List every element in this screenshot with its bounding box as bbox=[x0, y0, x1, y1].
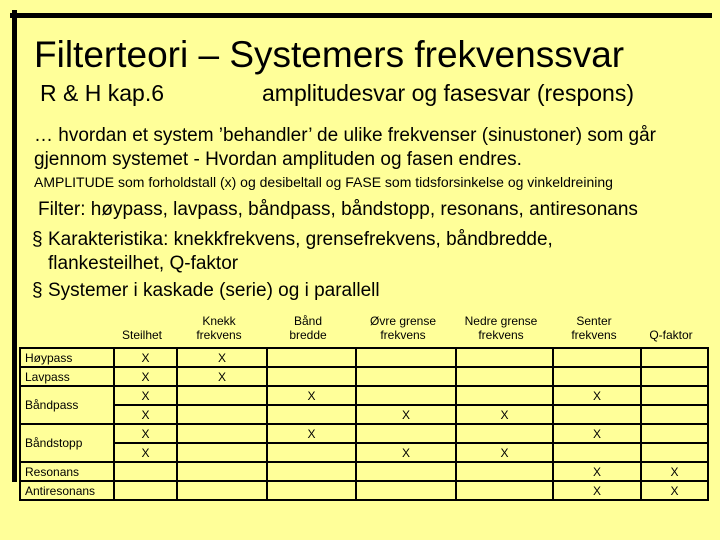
subtitle-topic: amplitudesvar og fasesvar (respons) bbox=[262, 80, 634, 106]
bullet-icon: § bbox=[32, 280, 43, 301]
intro-paragraph bbox=[34, 124, 656, 172]
table-cell: X bbox=[456, 405, 553, 424]
bullet-characteristics bbox=[32, 228, 553, 276]
intro-line: … hvordan et system ’behandler’ de ulike frekvenser (sinustoner) som går bbox=[34, 125, 657, 146]
table-row bbox=[20, 367, 708, 386]
table-cell bbox=[356, 481, 456, 500]
table-cell: X bbox=[553, 462, 641, 481]
column-header bbox=[571, 314, 616, 342]
table-cell bbox=[177, 443, 267, 462]
table-cell bbox=[456, 481, 553, 500]
table-row bbox=[20, 348, 708, 367]
table-cell bbox=[356, 367, 456, 386]
bullet-text: Karakteristika: knekkfrekvens, grensefrekvens, båndbredde, bbox=[48, 229, 553, 250]
row-label: Båndstopp bbox=[20, 424, 114, 462]
table-cell: X bbox=[356, 443, 456, 462]
table-cell bbox=[177, 405, 267, 424]
table-cell bbox=[356, 462, 456, 481]
table-cell bbox=[177, 424, 267, 443]
bullet-text: flankesteilhet, Q-faktor bbox=[48, 253, 239, 274]
table-cell bbox=[456, 424, 553, 443]
row-label: Lavpass bbox=[20, 367, 114, 386]
table-cell bbox=[456, 462, 553, 481]
table-cell bbox=[267, 443, 356, 462]
table-cell bbox=[641, 386, 708, 405]
column-header bbox=[370, 314, 436, 342]
table-row bbox=[20, 424, 708, 443]
column-header-line: Øvre grense bbox=[369, 314, 437, 328]
filter-list: Filter: høypass, lavpass, båndpass, båndstopp, resonans, antiresonans bbox=[38, 199, 638, 220]
table-cell bbox=[177, 481, 267, 500]
table-cell bbox=[456, 348, 553, 367]
table-cell: X bbox=[114, 348, 177, 367]
column-header-line: Bånd bbox=[293, 314, 323, 328]
subtitle-reference: R & H kap.6 bbox=[40, 80, 164, 106]
table-cell bbox=[641, 348, 708, 367]
bullet-text: Systemer i kaskade (serie) og i parallell bbox=[48, 280, 380, 301]
table-cell bbox=[177, 386, 267, 405]
table-row bbox=[20, 443, 708, 462]
table-cell bbox=[641, 367, 708, 386]
table-row bbox=[20, 462, 708, 481]
column-header bbox=[289, 314, 326, 342]
table-cell bbox=[267, 348, 356, 367]
column-header-line: frekvens bbox=[196, 328, 242, 342]
table-cell bbox=[456, 367, 553, 386]
column-header-line: Nedre grense bbox=[464, 314, 538, 328]
table-cell: X bbox=[267, 386, 356, 405]
row-label: Båndpass bbox=[20, 386, 114, 424]
table-cell bbox=[267, 405, 356, 424]
bullet-cascade bbox=[32, 280, 380, 302]
row-label: Antiresonans bbox=[20, 481, 114, 500]
table-cell bbox=[267, 481, 356, 500]
table-cell bbox=[267, 367, 356, 386]
table-cell: X bbox=[267, 424, 356, 443]
table-cell: X bbox=[356, 405, 456, 424]
column-header bbox=[649, 328, 692, 342]
left-rule bbox=[12, 10, 17, 482]
column-header-line: frekvens bbox=[571, 328, 617, 342]
column-header bbox=[196, 314, 241, 342]
table-cell: X bbox=[114, 443, 177, 462]
table-cell bbox=[553, 348, 641, 367]
table-cell bbox=[553, 443, 641, 462]
table-cell bbox=[114, 481, 177, 500]
table-cell: X bbox=[114, 367, 177, 386]
column-header bbox=[122, 328, 162, 342]
table-cell bbox=[267, 462, 356, 481]
row-label: Høypass bbox=[20, 348, 114, 367]
table-cell bbox=[641, 405, 708, 424]
column-header-line: frekvens bbox=[380, 328, 426, 342]
table-cell: X bbox=[456, 443, 553, 462]
table-cell bbox=[641, 424, 708, 443]
table-cell: X bbox=[553, 386, 641, 405]
filter-characteristics-table bbox=[19, 347, 709, 501]
table-cell: X bbox=[641, 481, 708, 500]
table-cell: X bbox=[114, 405, 177, 424]
table-cell bbox=[456, 386, 553, 405]
slide-title: Filterteori – Systemers frekvenssvar bbox=[34, 34, 625, 75]
column-header bbox=[465, 314, 538, 342]
column-header-line: Q-faktor bbox=[649, 328, 693, 342]
table-cell bbox=[553, 405, 641, 424]
table-cell bbox=[356, 348, 456, 367]
column-header-line: Steilhet bbox=[121, 328, 163, 342]
table-cell: X bbox=[553, 424, 641, 443]
table-cell bbox=[553, 367, 641, 386]
table-row bbox=[20, 386, 708, 405]
column-header-line: Knekk bbox=[202, 314, 236, 328]
column-header-line: frekvens bbox=[478, 328, 524, 342]
table-cell: X bbox=[553, 481, 641, 500]
table-cell: X bbox=[114, 386, 177, 405]
column-header-line: Senter bbox=[576, 314, 612, 328]
intro-line: gjennom systemet - Hvordan amplituden og fasen endres. bbox=[34, 149, 522, 170]
table-cell bbox=[177, 462, 267, 481]
table-cell: X bbox=[177, 348, 267, 367]
amplitude-note: AMPLITUDE som forholdstall (x) og desibeltall og FASE som tidsforsinkelse og vinkeldreining bbox=[34, 174, 613, 190]
table-cell: X bbox=[114, 424, 177, 443]
table-cell: X bbox=[641, 462, 708, 481]
table-row bbox=[20, 481, 708, 500]
row-label: Resonans bbox=[20, 462, 114, 481]
table-cell bbox=[641, 443, 708, 462]
table-cell: X bbox=[177, 367, 267, 386]
table-cell bbox=[356, 386, 456, 405]
top-rule bbox=[10, 13, 712, 18]
column-header-line: bredde bbox=[289, 328, 327, 342]
table-cell bbox=[114, 462, 177, 481]
bullet-icon: § bbox=[32, 229, 43, 250]
table-cell bbox=[356, 424, 456, 443]
table-row bbox=[20, 405, 708, 424]
